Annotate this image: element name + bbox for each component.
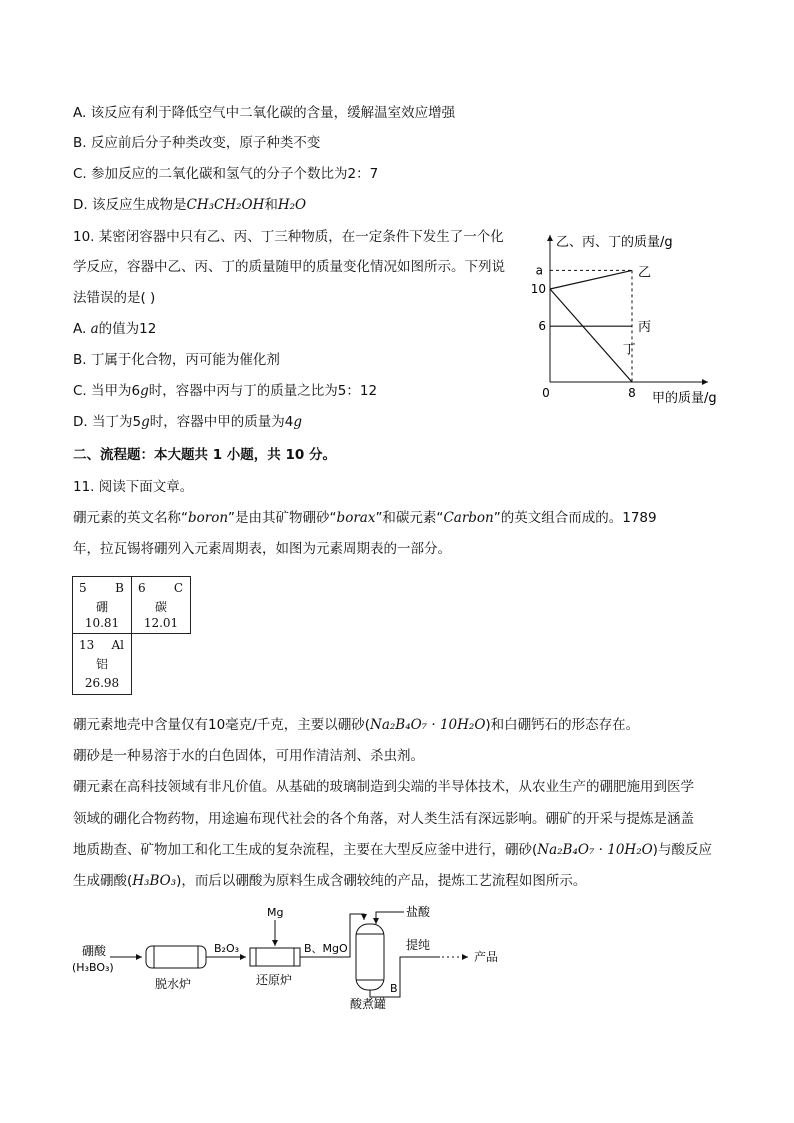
purify-label: 提纯	[406, 938, 431, 952]
reduction-furnace	[250, 948, 300, 966]
dehydration-label: 脱水炉	[155, 977, 192, 991]
element-name: 硼	[95, 600, 108, 614]
element-cell-boron	[72, 576, 132, 634]
q11-para2: 硼元素地壳中含量仅有10毫克/千克，主要以硼砂(Na₂B₄O₇ · 10H₂O)和白硼钙石的形态存在。	[73, 717, 640, 733]
reduction-label: 还原炉	[256, 973, 293, 987]
series-label: 丙	[638, 320, 652, 336]
input-formula: (H₃BO₃)	[72, 961, 114, 974]
hcl-label: 盐酸	[406, 905, 431, 919]
q11-para4-line3: 地质勘查、矿物加工和化工生成的复杂流程，主要在大型反应釜中进行，硼砂(Na₂B₄O₇ · 10H₂O)与酸反应	[73, 842, 712, 858]
q10-stem-line2: 学反应，容器中乙、丙、丁的质量随甲的质量变化情况如图所示。下列说	[73, 259, 505, 275]
element-cell-carbon	[131, 576, 191, 634]
y-tick-label: a	[535, 263, 543, 278]
q11-stem: 11. 阅读下面文章。	[73, 479, 194, 495]
series-label: 丁	[622, 342, 636, 358]
mg-label: Mg	[267, 906, 284, 919]
q9-option-b: B. 反应前后分子种类改变，原子种类不变	[73, 135, 321, 151]
product-label: 产品	[474, 950, 499, 964]
y-tick-label: 10	[530, 282, 546, 296]
dehydration-furnace	[146, 946, 206, 968]
b-mgo-label: B、MgO	[304, 942, 348, 955]
input-label: 硼酸	[82, 944, 107, 958]
mass-chart	[500, 225, 740, 415]
element-name: 碳	[154, 600, 167, 614]
q9-option-a: A. 该反应有利于降低空气中二氧化碳的含量，缓解温室效应增强	[73, 105, 456, 121]
series-label: 乙	[638, 265, 652, 281]
b-output-label: B	[390, 982, 398, 995]
q10-option-d: D. 当丁为5g时，容器中甲的质量为4g	[73, 414, 302, 430]
q10-option-a: A. a的值为12	[73, 321, 157, 337]
atomic-mass: 12.01	[143, 616, 179, 630]
hcl-arrow	[376, 912, 404, 924]
section-heading: 二、流程题：本大题共 1 小题，共 10 分。	[73, 447, 336, 463]
q10-stem-line1: 10. 某密闭容器中只有乙、丙、丁三种物质，在一定条件下发生了一个化	[73, 229, 504, 245]
y-axis-label: 乙、丙、丁的质量/g	[556, 235, 673, 250]
atomic-number: 13	[79, 638, 95, 652]
x-tick-label: 0	[542, 386, 550, 400]
q11-para1-line1: 硼元素的英文名称“boron”是由其矿物硼砂“borax”和碳元素“Carbon”的英文组合而成的。1789	[73, 510, 657, 526]
element-cell-aluminium	[72, 633, 132, 695]
b2o3-label: B₂O₃	[214, 942, 240, 955]
atomic-mass: 26.98	[84, 676, 120, 690]
series-line	[550, 289, 632, 382]
element-symbol: B	[115, 581, 124, 595]
acid-tank-label: 酸煮罐	[350, 997, 387, 1011]
x-tick-label: 8	[628, 386, 636, 400]
q9-option-d: D. 该反应生成物是CH₃CH₂OH和H₂O	[73, 197, 307, 213]
element-symbol: C	[173, 581, 183, 595]
q10-option-c: C. 当甲为6g时，容器中丙与丁的质量之比为5：12	[73, 383, 378, 399]
q11-para4-line4: 生成硼酸(H₃BO₃)，而后以硼酸为原料生成含硼较纯的产品，提炼工艺流程如图所示。	[73, 873, 587, 889]
q11-para1-line2: 年，拉瓦锡将硼列入元素周期表，如图为元素周期表的一部分。	[73, 541, 451, 557]
atomic-mass: 10.81	[84, 616, 120, 630]
q9-option-c: C. 参加反应的二氧化碳和氢气的分子个数比为2：7	[73, 166, 379, 182]
q10-stem-line3: 法错误的是( )	[73, 290, 156, 306]
element-symbol: Al	[111, 638, 124, 652]
acid-boiling-tank	[356, 924, 384, 990]
q11-para3: 硼砂是一种易溶于水的白色固体，可用作清洁剂、杀虫剂。	[73, 748, 424, 764]
x-axis-label: 甲的质量/g	[652, 391, 717, 406]
q10-option-b: B. 丁属于化合物，丙可能为催化剂	[73, 352, 280, 368]
q11-para4-line1: 硼元素在高科技领域有非凡价值。从基础的玻璃制造到尖端的半导体技术，从农业生产的硼肥施用到医学	[73, 779, 694, 795]
element-name: 铝	[95, 657, 108, 671]
atomic-number: 6	[138, 581, 146, 595]
y-tick-label: 6	[538, 319, 546, 334]
series-line	[550, 270, 632, 289]
process-flow-diagram	[60, 900, 520, 1020]
atomic-number: 5	[79, 581, 87, 595]
q11-para4-line2: 领域的硼化合物药物，用途遍布现代社会的各个角落，对人类生活有深远影响。硼矿的开采与提炼是涵盖	[73, 811, 694, 827]
